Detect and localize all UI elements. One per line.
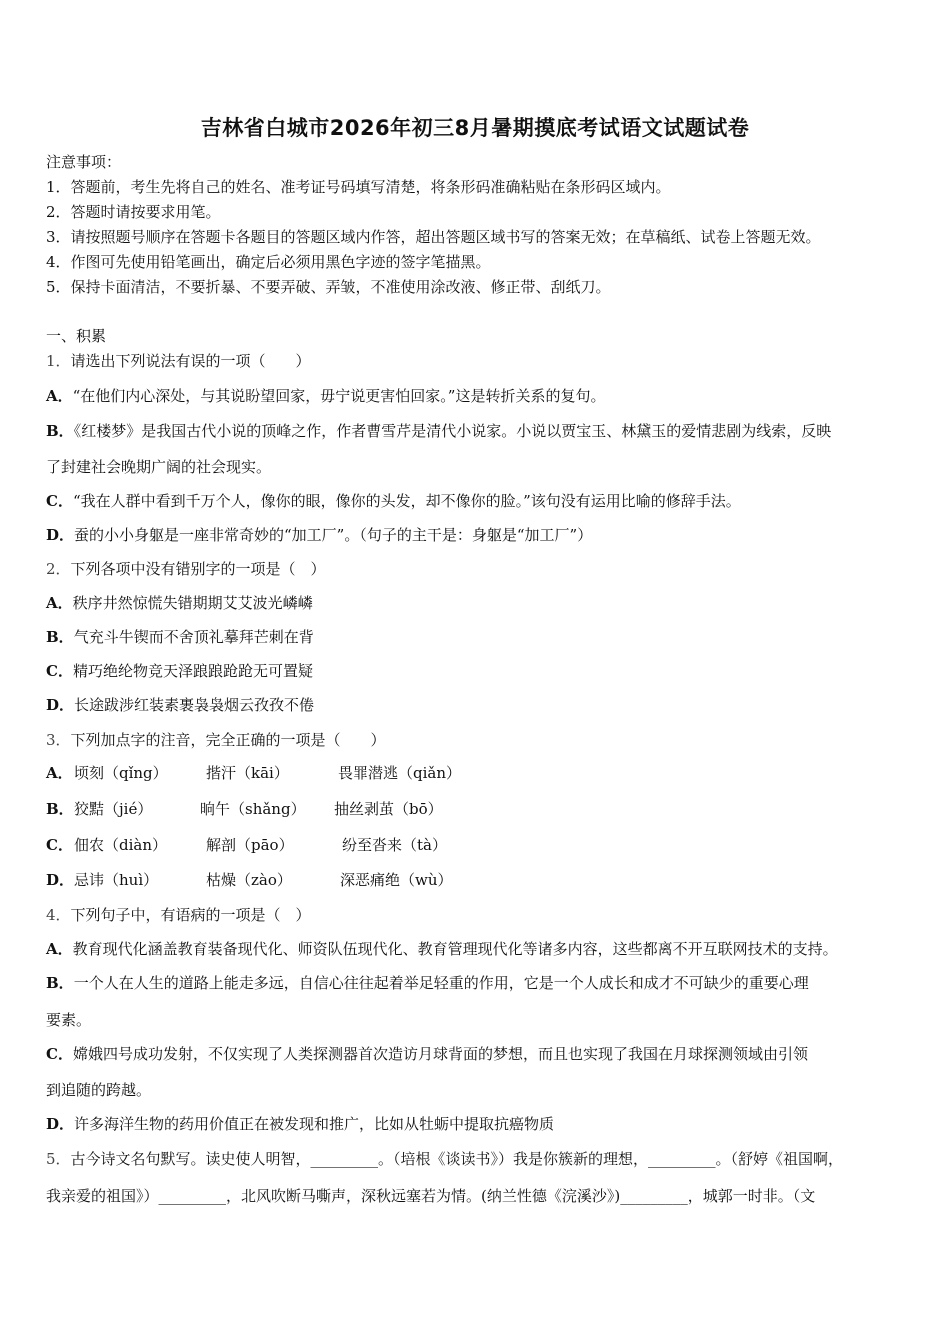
option-item: 枯燥（zào） [206, 871, 292, 889]
option-label: A． [46, 387, 73, 405]
option-item: 抽丝剥茧（bō） [334, 800, 443, 818]
question-1-option-a [46, 386, 605, 406]
page-title: 吉林省白城市2026年初三8月暑期摸底考试语文试题试卷 [200, 116, 750, 140]
option-label: C． [46, 836, 73, 854]
question-3-option-d [46, 870, 453, 890]
option-label: C． [46, 1045, 73, 1063]
option-text: 《红楼梦》是我国古代小说的顶峰之作，作者曹雪芹是清代小说家。小说以贾宝玉、林黛玉的爱情悲剧为线索，反映 [73, 422, 832, 440]
question-2-option-a [46, 593, 313, 613]
notice-item: 5．保持卡面清洁，不要折暴、不要弄破、弄皱，不准使用涂改液、修正带、刮纸刀。 [46, 278, 611, 296]
option-item: 纷至沓来（tà） [342, 836, 447, 854]
option-label: A． [46, 940, 73, 958]
option-label: B． [46, 974, 74, 992]
question-text: 下列加点字的注音，完全正确的一项是（ ） [70, 731, 386, 749]
option-label: D． [46, 1115, 75, 1133]
question-number: 2． [46, 560, 71, 578]
option-label: D． [46, 871, 75, 889]
option-text: 嫦娥四号成功发射，不仅实现了人类探测器首次造访月球背面的梦想，而且也实现了我国在月球探测领域由引领 [72, 1045, 808, 1063]
question-4-option-d [46, 1114, 554, 1134]
option-label: D． [46, 526, 75, 544]
option-item: 晌午（shǎng） [200, 800, 306, 818]
question-4-option-c-continued: 到追随的跨越。 [46, 1081, 152, 1099]
option-label: B． [46, 628, 74, 646]
question-2-option-d [46, 695, 314, 715]
option-text: 一个人在人生的道路上能走多远，自信心往往起着举足轻重的作用，它是一个人成长和成才不可缺少的重要心理 [73, 974, 809, 992]
section-heading: 一、积累 [46, 327, 107, 345]
question-4-option-b [46, 973, 809, 993]
option-label: B． [46, 800, 74, 818]
question-3-option-b [46, 799, 443, 819]
notice-heading: 注意事项： [46, 153, 122, 171]
question-3-option-c [46, 835, 447, 855]
option-label: A． [46, 764, 73, 782]
option-text: 教育现代化涵盖教育装备现代化、师资队伍现代化、教育管理现代化等诸多内容，这些都离不开互联网技术的支持。 [72, 940, 838, 958]
question-4-stem [46, 905, 311, 925]
option-label: B． [46, 422, 74, 440]
question-2-option-c [46, 661, 313, 681]
notice-item: 4．作图可先使用铅笔画出，确定后必须用黑色字迹的签字笔描黑。 [46, 253, 491, 271]
question-4-option-b-continued: 要素。 [46, 1011, 92, 1029]
option-label: D． [46, 696, 75, 714]
question-1-option-b [46, 421, 831, 441]
option-text: 秩序井然惊慌失错期期艾艾波光嶙嶙 [72, 594, 313, 612]
question-4-option-c [46, 1044, 808, 1064]
option-text: 长途跋涉红装素裹袅袅烟云孜孜不倦 [74, 696, 315, 714]
option-text: 许多海洋生物的药用价值正在被发现和推广，比如从牡蛎中提取抗癌物质 [74, 1115, 555, 1133]
question-1-option-d [46, 525, 592, 545]
option-text: “在他们内心深处，与其说盼望回家，毋宁说更害怕回家。”这是转折关系的复句。 [72, 387, 606, 405]
question-1-stem [46, 351, 311, 371]
question-2-stem [46, 559, 326, 579]
option-text: 气充斗牛锲而不舍顶礼摹拜芒刺在背 [73, 628, 314, 646]
question-number: 1． [46, 352, 71, 370]
option-item: 深恶痛绝（wù） [340, 871, 453, 889]
question-number: 5． [46, 1150, 71, 1168]
option-label: C． [46, 662, 73, 680]
option-item: 揩汗（kāi） [206, 764, 289, 782]
question-text: 古今诗文名句默写。读史使人明智，_________。（培根《谈读书》）我是你簇新的理想，_________。（舒婷《祖国啊， [70, 1150, 844, 1168]
question-1-option-c [46, 491, 741, 511]
question-1-option-b-continued: 了封建社会晚期广阔的社会现实。 [46, 458, 272, 476]
option-item: 顷刻（qǐng） [74, 764, 168, 782]
question-4-option-a [46, 939, 838, 959]
option-text: 蚕的小小身躯是一座非常奇妙的“加工厂”。（句子的主干是：身躯是“加工厂”） [74, 526, 593, 544]
question-5-stem [46, 1149, 843, 1169]
notice-item: 1．答题前，考生先将自己的姓名、准考证号码填写清楚，将条形码准确粘贴在条形码区域内。 [46, 178, 671, 196]
question-text: 请选出下列说法有误的一项（ ） [70, 352, 311, 370]
option-item: 佃农（diàn） [74, 836, 168, 854]
option-item: 忌讳（huì） [74, 871, 159, 889]
option-text: “我在人群中看到千万个人，像你的眼，像你的头发，却不像你的脸。”该句没有运用比喻的修辞手法。 [72, 492, 741, 510]
question-text: 下列各项中没有错别字的一项是（ ） [70, 560, 326, 578]
question-text: 下列句子中，有语病的一项是（ ） [70, 906, 311, 924]
question-3-stem [46, 730, 386, 750]
notice-item: 2．答题时请按要求用笔。 [46, 203, 221, 221]
notice-item: 3．请按照题号顺序在答题卡各题目的答题区域内作答，超出答题区域书写的答案无效；在草稿纸、试卷上答题无效。 [46, 228, 821, 246]
option-text: 精巧绝纶物竞天泽踉踉跄跄无可置疑 [72, 662, 313, 680]
option-item: 解剖（pāo） [206, 836, 294, 854]
question-number: 4． [46, 906, 71, 924]
option-label: A． [46, 594, 73, 612]
question-3-option-a [46, 763, 462, 783]
question-2-option-b [46, 627, 314, 647]
option-item: 畏罪潜逃（qiǎn） [338, 764, 462, 782]
option-item: 狡黠（jié） [74, 800, 153, 818]
question-number: 3． [46, 731, 71, 749]
option-label: C． [46, 492, 73, 510]
question-5-continued: 我亲爱的祖国》）_________，北风吹断马嘶声，深秋远塞若为情。(纳兰性德《浣溪沙》)_________，城郭一时非。（文 [46, 1187, 816, 1205]
